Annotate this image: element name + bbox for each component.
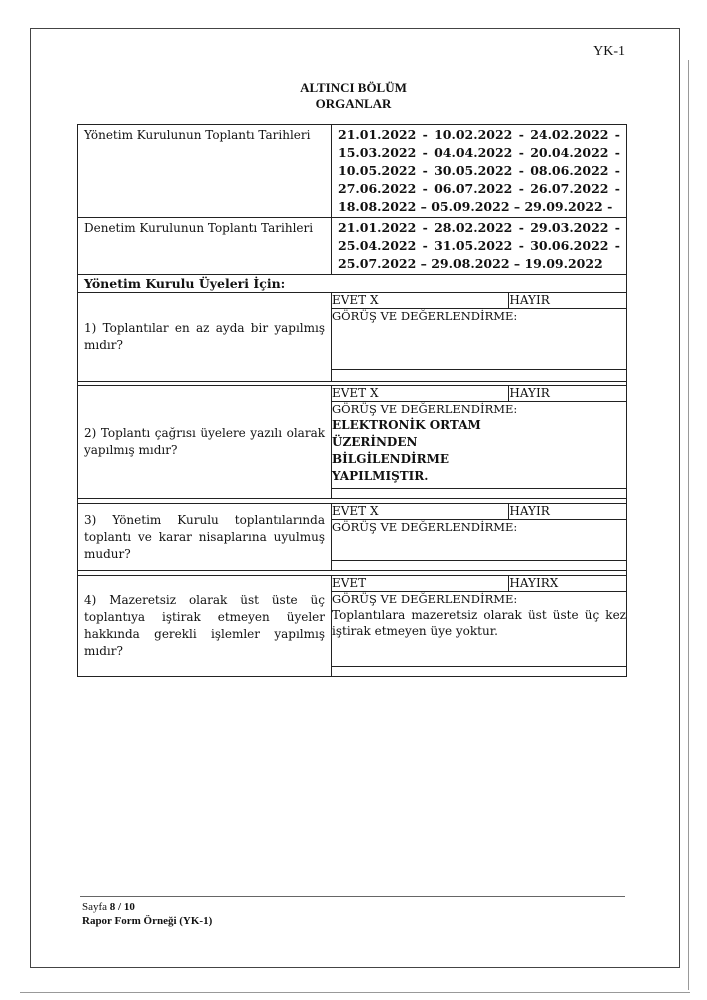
yes-option[interactable]: EVET <box>332 576 509 592</box>
section-subtitle: ORGANLAR <box>315 96 392 111</box>
date-separator: - <box>422 127 428 142</box>
date-separator: - <box>422 238 428 253</box>
meeting-date: 30.05.2022 <box>434 163 513 178</box>
date-separator: - <box>518 238 524 253</box>
question-row-4 <box>78 576 627 677</box>
question-text: 4) Mazeretsiz olarak üst üste üç toplantıya iştirak etmeyen üyeler hakkında gerekli işlemler yapılmış mıdır? <box>78 576 332 677</box>
date-line <box>338 219 620 237</box>
date-separator: - <box>422 163 428 178</box>
audit-meetings-dates <box>332 218 627 275</box>
yes-option[interactable]: EVET X <box>332 504 509 520</box>
date-line-last: 18.08.2022 – 05.09.2022 – 29.09.2022 - <box>338 199 613 214</box>
meeting-date: 04.04.2022 <box>434 145 513 160</box>
answer-cell <box>332 504 627 571</box>
meeting-date: 27.06.2022 <box>338 181 417 196</box>
meeting-date: 20.04.2022 <box>530 145 609 160</box>
section-title: ALTINCI BÖLÜM <box>300 80 407 95</box>
answer-cell <box>332 293 627 382</box>
meeting-date: 24.02.2022 <box>530 127 609 142</box>
bottom-edge-line <box>20 992 690 993</box>
no-option[interactable]: HAYIRX <box>509 576 626 592</box>
meeting-date: 15.03.2022 <box>338 145 417 160</box>
board-meetings-row <box>78 125 627 218</box>
date-line <box>338 162 620 180</box>
board-meetings-dates <box>332 125 627 218</box>
right-edge-line <box>688 60 689 990</box>
meeting-date: 21.01.2022 <box>338 127 417 142</box>
meeting-date: 10.05.2022 <box>338 163 417 178</box>
date-separator: - <box>518 181 524 196</box>
evaluation-title: GÖRÜŞ VE DEĞERLENDİRME: <box>332 309 518 323</box>
date-line-last: 25.07.2022 – 29.08.2022 – 19.09.2022 <box>338 256 603 271</box>
evaluation-box[interactable] <box>332 309 626 370</box>
question-text: 2) Toplantı çağrısı üyelere yazılı olarak yapılmış mıdır? <box>78 386 332 499</box>
document-code: YK-1 <box>593 44 625 59</box>
evaluation-note: Toplantılara mazeretsiz olarak üst üste üç kez iştirak etmeyen üye yoktur. <box>332 608 626 638</box>
meeting-date: 30.06.2022 <box>530 238 609 253</box>
evaluation-box[interactable] <box>332 592 626 667</box>
meeting-date: 31.05.2022 <box>434 238 513 253</box>
date-separator: - <box>422 220 428 235</box>
no-option[interactable]: HAYIR <box>509 386 626 402</box>
evaluation-note: ELEKTRONİK ORTAM ÜZERİNDEN BİLGİLENDİRME YAPILMIŞTIR. <box>332 418 481 483</box>
answer-cell <box>332 576 627 677</box>
date-separator: - <box>614 127 620 142</box>
organs-table <box>77 124 627 677</box>
date-separator: - <box>614 163 620 178</box>
question-row-3 <box>78 504 627 571</box>
meeting-date: 10.02.2022 <box>434 127 513 142</box>
audit-meetings-label: Denetim Kurulunun Toplantı Tarihleri <box>78 218 332 275</box>
date-separator: - <box>614 238 620 253</box>
date-separator: - <box>614 181 620 196</box>
evaluation-title: GÖRÜŞ VE DEĞERLENDİRME: <box>332 402 518 416</box>
meeting-date: 06.07.2022 <box>434 181 513 196</box>
form-name: Rapor Form Örneği (YK-1) <box>82 915 213 927</box>
date-separator: - <box>614 145 620 160</box>
question-text: 1) Toplantılar en az ayda bir yapılmış mıdır? <box>78 293 332 382</box>
question-text: 3) Yönetim Kurulu toplantılarında toplantı ve karar nisaplarına uyulmuş mudur? <box>78 504 332 571</box>
date-line <box>338 126 620 144</box>
meeting-date: 25.04.2022 <box>338 238 417 253</box>
meeting-date: 08.06.2022 <box>530 163 609 178</box>
question-row-2 <box>78 386 627 499</box>
meeting-date: 29.03.2022 <box>530 220 609 235</box>
date-line <box>338 144 620 162</box>
meeting-date: 21.01.2022 <box>338 220 417 235</box>
date-line <box>338 237 620 255</box>
date-separator: - <box>422 181 428 196</box>
page-footer <box>82 900 212 928</box>
footer-divider <box>80 896 625 897</box>
audit-meetings-row <box>78 218 627 275</box>
date-separator: - <box>614 220 620 235</box>
date-separator: - <box>422 145 428 160</box>
evaluation-box[interactable] <box>332 520 626 561</box>
board-meetings-label: Yönetim Kurulunun Toplantı Tarihleri <box>78 125 332 218</box>
evaluation-title: GÖRÜŞ VE DEĞERLENDİRME: <box>332 520 518 534</box>
yes-option[interactable]: EVET X <box>332 293 509 309</box>
meeting-date: 26.07.2022 <box>530 181 609 196</box>
answer-cell <box>332 386 627 499</box>
date-line <box>338 180 620 198</box>
no-option[interactable]: HAYIR <box>509 293 626 309</box>
members-section-heading: Yönetim Kurulu Üyeleri İçin: <box>78 275 627 293</box>
page-number: Sayfa 8 / 10 <box>82 901 135 913</box>
date-separator: - <box>518 145 524 160</box>
evaluation-box[interactable] <box>332 402 626 489</box>
members-section-row <box>78 275 627 293</box>
evaluation-title: GÖRÜŞ VE DEĞERLENDİRME: <box>332 592 518 606</box>
no-option[interactable]: HAYIR <box>509 504 626 520</box>
yes-option[interactable]: EVET X <box>332 386 509 402</box>
date-separator: - <box>518 163 524 178</box>
date-separator: - <box>518 127 524 142</box>
meeting-date: 28.02.2022 <box>434 220 513 235</box>
question-row-1 <box>78 293 627 382</box>
date-separator: - <box>518 220 524 235</box>
